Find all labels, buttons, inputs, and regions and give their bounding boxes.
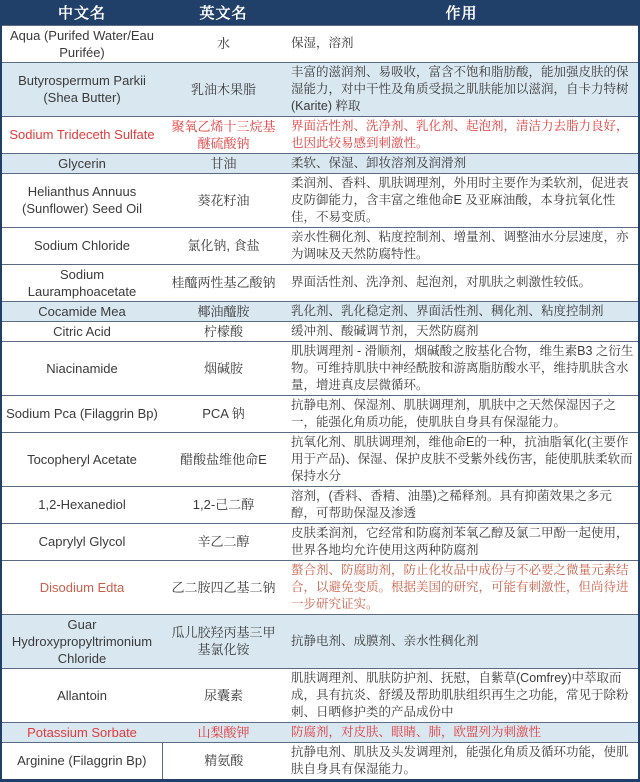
table-body	[2, 25, 638, 779]
ingredient-name-cell: Caprylyl Glycol	[2, 523, 162, 560]
ingredient-name-cell: Tocopheryl Acetate	[2, 432, 162, 486]
table-row	[2, 153, 638, 173]
table-header	[2, 0, 638, 25]
ingredient-name-cell: Niacinamide	[2, 341, 162, 395]
ingredient-effect-cell: 抗氧化剂、肌肤调理剂，维他命E的一种，抗油脂氧化(主要作用于产品)、保湿、保护皮肤不受紫外线伤害，能使肌肤柔软而保持水分	[285, 432, 638, 486]
ingredient-effect-cell: 溶剂，(香料、香精、油墨)之稀释剂。具有抑菌效果之多元醇，可帮助保湿及渗透	[285, 486, 638, 523]
ingredient-cn-cell: 甘油	[162, 153, 285, 173]
ingredient-name-cell: Butyrospermum Parkii (Shea Butter)	[2, 62, 162, 116]
table-row	[2, 432, 638, 486]
ingredient-effect-cell: 皮肤柔润剂，它经常和防腐剂苯氧乙醇及氯二甲酚一起使用，世界各地均允许使用这两种防腐剂	[285, 523, 638, 560]
col-header-effect: 作用	[285, 0, 638, 25]
col-header-chinese-name: 中文名	[2, 0, 162, 25]
ingredients-table	[2, 0, 638, 779]
ingredient-cn-cell: 水	[162, 25, 285, 62]
ingredient-effect-cell: 丰富的滋润剂、易吸收，富含不饱和脂肪酸，能加强皮肤的保湿能力，对中干性及角质受损之肌肤能加以滋润，自卡力特树(Karite) 粹取	[285, 62, 638, 116]
ingredient-name-cell: Allantoin	[2, 668, 162, 722]
ingredient-effect-cell: 肌肤调理剂、肌肤防护剂、抚慰，自紫草(Comfrey)中萃取而成，具有抗炎、舒缓及帮助肌肤组织再生之功能，常见于除粉刺、日晒修护类的产品成份中	[285, 668, 638, 722]
table-row	[2, 668, 638, 722]
ingredient-name-cell: Guar Hydroxypropyltrimonium Chloride	[2, 614, 162, 668]
ingredient-cn-cell: PCA 钠	[162, 395, 285, 432]
ingredient-cn-cell: 葵花籽油	[162, 173, 285, 227]
ingredient-cn-cell: 聚氧乙烯十三烷基醚硫酸钠	[162, 116, 285, 153]
table-row	[2, 227, 638, 264]
table-row	[2, 614, 638, 668]
ingredient-cn-cell: 精氨酸	[162, 742, 285, 779]
ingredient-cn-cell: 瓜儿胶羟丙基三甲基氯化铵	[162, 614, 285, 668]
ingredient-effect-cell: 柔润剂、香料、肌肤调理剂，外用时主要作为柔软剂，促进表皮防御能力，含丰富之维他命E 及亚麻油酸，本身抗氧化性佳，不易变质。	[285, 173, 638, 227]
table-row	[2, 25, 638, 62]
ingredient-effect-cell: 抗静电剂、成膜剂、亲水性稠化剂	[285, 614, 638, 668]
ingredient-effect-cell: 防腐剂，对皮肤、眼睛、肺，欧盟列为刺激性	[285, 722, 638, 742]
ingredient-name-cell: Sodium Chloride	[2, 227, 162, 264]
table-row	[2, 62, 638, 116]
ingredient-cn-cell: 醋酸盐维他命E	[162, 432, 285, 486]
ingredient-cn-cell: 桂醯两性基乙酸钠	[162, 264, 285, 301]
ingredient-effect-cell: 界面活性剂、洗净剂、乳化剂、起泡剂，清洁力去脂力良好，也因此较易感到刺激性。	[285, 116, 638, 153]
ingredient-name-cell: Helianthus Annuus (Sunflower) Seed Oil	[2, 173, 162, 227]
ingredient-cn-cell: 柠檬酸	[162, 321, 285, 341]
table-row	[2, 486, 638, 523]
table-row	[2, 321, 638, 341]
table-row	[2, 560, 638, 614]
ingredient-name-cell: Glycerin	[2, 153, 162, 173]
ingredient-name-cell: 1,2-Hexanediol	[2, 486, 162, 523]
ingredient-name-cell: Disodium Edta	[2, 560, 162, 614]
ingredient-name-cell: Sodium Pca (Filaggrin Bp)	[2, 395, 162, 432]
ingredient-effect-cell: 抗静电剂、保湿剂、肌肤调理剂，肌肤中之天然保湿因子之一，能强化角质功能，使肌肤自身具有保湿能力。	[285, 395, 638, 432]
ingredient-effect-cell: 保湿，溶剂	[285, 25, 638, 62]
ingredient-effect-cell: 肌肤调理剂 - 滑顺剂，烟碱酸之胺基化合物，维生素B3 之衍生物。可维持肌肤中神经酰胺和游离脂肪酸水平，维持肌肤含水量，增进真皮层微循环。	[285, 341, 638, 395]
table-row	[2, 395, 638, 432]
ingredient-effect-cell: 柔软、保湿、卸妆溶剂及润滑剂	[285, 153, 638, 173]
ingredient-name-cell: Sodium Lauramphoacetate	[2, 264, 162, 301]
table-row	[2, 116, 638, 153]
table-row	[2, 264, 638, 301]
col-header-english-name: 英文名	[162, 0, 285, 25]
ingredient-cn-cell: 1,2-己二醇	[162, 486, 285, 523]
table-row	[2, 722, 638, 742]
ingredient-cn-cell: 椰油醯胺	[162, 301, 285, 321]
ingredient-effect-cell: 抗静电剂、肌肤及头发调理剂，能强化角质及循环功能，使肌肤自身具有保湿能力。	[285, 742, 638, 779]
ingredient-cn-cell: 尿囊素	[162, 668, 285, 722]
ingredient-name-cell: Aqua (Purifed Water/Eau Purifée)	[2, 25, 162, 62]
ingredient-cn-cell: 乳油木果脂	[162, 62, 285, 116]
ingredient-name-cell: Cocamide Mea	[2, 301, 162, 321]
table-row	[2, 301, 638, 321]
ingredient-cn-cell: 乙二胺四乙基二钠	[162, 560, 285, 614]
ingredient-name-cell: Arginine (Filaggrin Bp)	[2, 742, 162, 779]
ingredient-cn-cell: 辛乙二醇	[162, 523, 285, 560]
table-row	[2, 173, 638, 227]
ingredient-effect-cell: 界面活性剂、洗净剂、起泡剂，对肌肤之刺激性较低。	[285, 264, 638, 301]
ingredient-name-cell: Sodium Trideceth Sulfate	[2, 116, 162, 153]
ingredient-effect-cell: 乳化剂、乳化稳定剂、界面活性剂、稠化剂、粘度控制剂	[285, 301, 638, 321]
header-row	[2, 0, 638, 25]
table-row	[2, 341, 638, 395]
ingredient-cn-cell: 烟碱胺	[162, 341, 285, 395]
table-row	[2, 523, 638, 560]
ingredient-effect-cell: 亲水性稠化剂、粘度控制剂、增量剂、调整油水分层速度，亦为调味及天然防腐特性。	[285, 227, 638, 264]
ingredient-cn-cell: 山梨酸钾	[162, 722, 285, 742]
ingredient-effect-cell: 螯合剂、防腐助剂，防止化妆品中成份与不必要之微量元素结合，以避免变质。根据美国的研究，可能有刺激性，但尚待进一步研究证实。	[285, 560, 638, 614]
ingredient-cn-cell: 氯化钠, 食盐	[162, 227, 285, 264]
ingredient-name-cell: Citric Acid	[2, 321, 162, 341]
ingredient-effect-cell: 缓冲剂、酸碱调节剂，天然防腐剂	[285, 321, 638, 341]
ingredient-name-cell: Potassium Sorbate	[2, 722, 162, 742]
table-row	[2, 742, 638, 779]
